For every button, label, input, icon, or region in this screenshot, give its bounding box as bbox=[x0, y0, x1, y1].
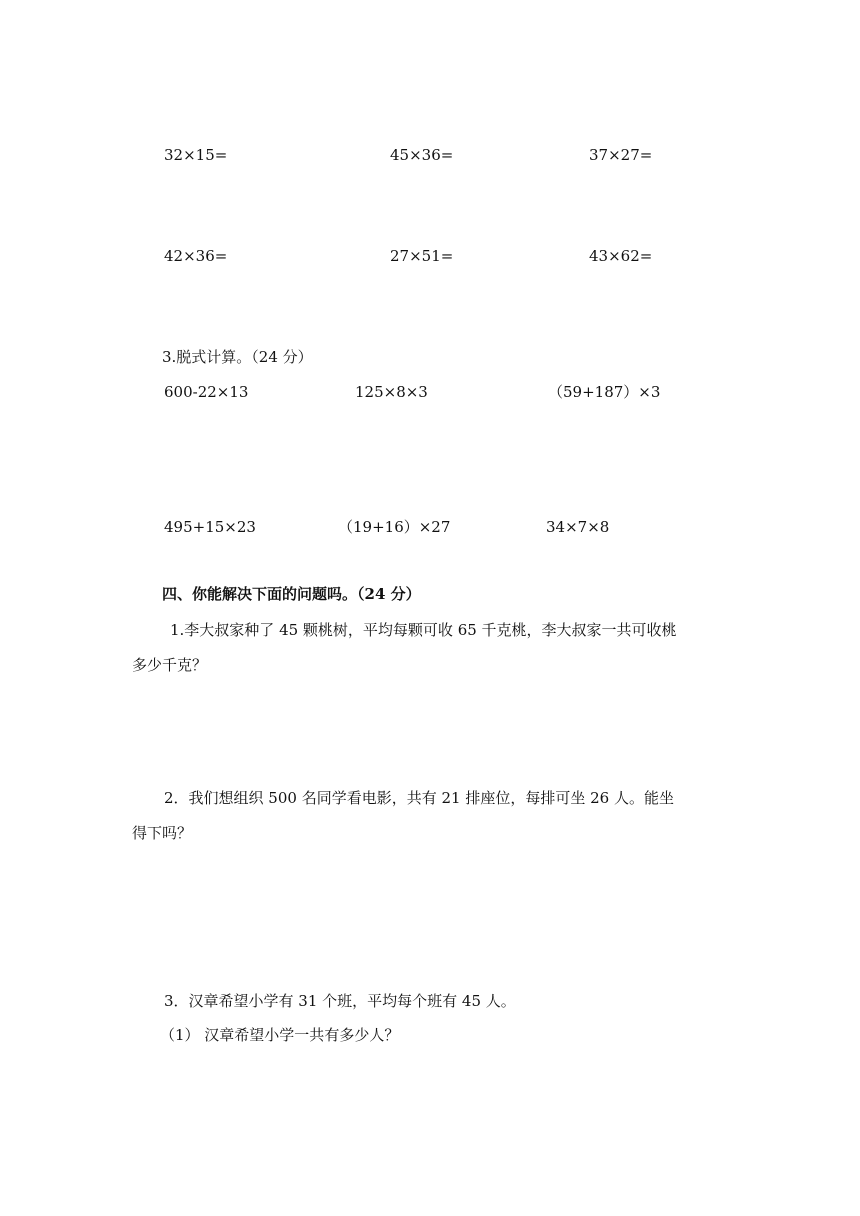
expression-item: （19+16）×27 bbox=[338, 518, 451, 536]
question-1-line2: 多少千克？ bbox=[132, 656, 208, 674]
calc-item: 45×36= bbox=[390, 146, 454, 164]
question-2-line1: 2．我们想组织 500 名同学看电影，共有 21 排座位，每排可坐 26 人。能坐 bbox=[164, 789, 674, 807]
question-1-line1: 1.李大叔家种了 45 颗桃树，平均每颗可收 65 千克桃，李大叔家一共可收桃 bbox=[170, 621, 677, 639]
section3-heading: 3.脱式计算。（24 分） bbox=[162, 348, 313, 366]
expression-item: 125×8×3 bbox=[355, 383, 428, 401]
calc-item: 43×62= bbox=[589, 247, 653, 265]
expression-item: 34×7×8 bbox=[546, 518, 610, 536]
expression-item: （59+187）×3 bbox=[548, 383, 661, 401]
expression-item: 600-22×13 bbox=[164, 383, 249, 401]
expression-item: 495+15×23 bbox=[164, 518, 256, 536]
question-2-line2: 得下吗？ bbox=[132, 824, 193, 842]
section4-heading: 四、你能解决下面的问题吗。（24 分） bbox=[162, 585, 421, 603]
calc-item: 32×15= bbox=[164, 146, 228, 164]
question-3-line1: 3．汉章希望小学有 31 个班，平均每个班有 45 人。 bbox=[164, 992, 516, 1010]
question-3-sub1: （1） 汉章希望小学一共有多少人？ bbox=[160, 1026, 400, 1044]
calc-item: 37×27= bbox=[589, 146, 653, 164]
calc-item: 42×36= bbox=[164, 247, 228, 265]
calc-item: 27×51= bbox=[390, 247, 454, 265]
